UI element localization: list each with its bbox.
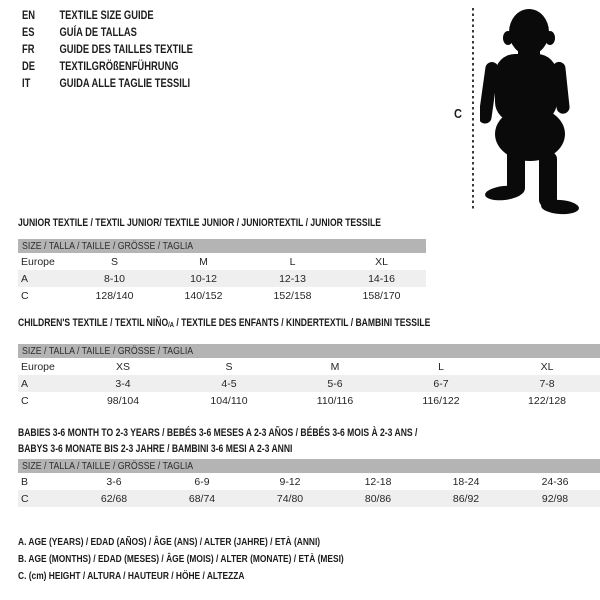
language-code: DE [22, 59, 36, 73]
table-cell: 6-7 [388, 375, 494, 392]
table-cell: 3-6 [106, 475, 122, 488]
table-cell: 24-36 [541, 475, 569, 488]
table-cell: 12-18 [364, 475, 392, 488]
table-cell: C [21, 394, 29, 407]
table-cell: 98/104 [106, 394, 140, 407]
table-cell: 10-12 [159, 270, 248, 287]
table-row [18, 392, 600, 409]
babies-size-table [18, 459, 600, 507]
table-cell: C [18, 490, 70, 507]
language-row [22, 24, 241, 41]
table-cell: XS [115, 360, 130, 373]
note-height-cm: C. (cm) HEIGHT / ALTURA / HAUTEUR / HÖHE / ALTEZZA [18, 570, 245, 582]
table-cell: 86/92 [422, 490, 510, 507]
table-cell: A [18, 270, 70, 287]
language-label: TEXTILGRÖßENFÜHRUNG [59, 59, 179, 73]
size-header-label: SIZE / TALLA / TAILLE / GRÖSSE / TAGLIA [22, 241, 194, 252]
table-cell: 68/74 [158, 490, 246, 507]
table-cell: 104/110 [210, 394, 248, 407]
table-cell: 14-16 [337, 270, 426, 287]
table-row [18, 270, 426, 287]
language-code: EN [22, 8, 36, 22]
size-header-label: SIZE / TALLA / TAILLE / GRÖSSE / TAGLIA [22, 346, 194, 357]
table-cell: 4-5 [176, 375, 282, 392]
children-section-title [18, 317, 430, 329]
table-row [18, 375, 600, 392]
table-cell: 7-8 [494, 375, 600, 392]
table-cell: 3-4 [70, 375, 176, 392]
table-cell: S [225, 360, 233, 373]
table-cell: 128/140 [95, 289, 134, 302]
table-cell: Europe [21, 360, 55, 373]
language-row [22, 7, 241, 24]
table-cell: XL [540, 360, 554, 373]
table-cell: 6-9 [194, 475, 210, 488]
table-cell: 110/116 [316, 394, 354, 407]
language-row [22, 41, 241, 58]
table-row [18, 473, 600, 490]
table-cell: A [18, 375, 70, 392]
table-cell: B [21, 475, 29, 488]
table-cell: 74/80 [246, 490, 334, 507]
table-row [18, 253, 426, 270]
height-measure-dotted-line [472, 8, 474, 210]
table-row [18, 358, 600, 375]
table-cell: 116/122 [422, 394, 460, 407]
language-label: TEXTILE SIZE GUIDE [59, 8, 154, 22]
children-size-table [18, 344, 600, 409]
junior-size-table [18, 239, 426, 304]
table-cell: 80/86 [334, 490, 422, 507]
size-header-label: SIZE / TALLA / TAILLE / GRÖSSE / TAGLIA [22, 461, 194, 472]
table-cell: 18-24 [452, 475, 480, 488]
table-cell: 122/128 [528, 394, 567, 407]
table-cell: 152/158 [273, 289, 312, 302]
table-cell: C [21, 289, 29, 302]
table-cell: 62/68 [70, 490, 158, 507]
children-title-pre: CHILDREN'S TEXTILE / TEXTIL NIÑO [18, 317, 169, 329]
babies-title-line1: BABIES 3-6 MONTH TO 2-3 YEARS / BEBÉS 3-6 MESES A 2-3 AÑOS / BÉBÉS 3-6 MOIS À 2-3 ANS / [18, 427, 418, 439]
height-measure-label: C [454, 106, 462, 121]
table-cell: 8-10 [70, 270, 159, 287]
toddler-silhouette-icon [480, 2, 592, 218]
language-row [22, 75, 241, 92]
legend-notes [18, 534, 425, 585]
language-row [22, 58, 241, 75]
table-cell: L [438, 360, 444, 373]
language-label: GUÍA DE TALLAS [59, 25, 137, 39]
table-cell: M [199, 255, 208, 268]
table-cell: Europe [21, 255, 55, 268]
junior-section-title: JUNIOR TEXTILE / TEXTIL JUNIOR/ TEXTILE JUNIOR / JUNIORTEXTIL / JUNIOR TESSILE [18, 217, 381, 229]
table-row [18, 490, 600, 507]
language-label: GUIDA ALLE TAGLIE TESSILI [59, 76, 191, 90]
language-code: IT [22, 76, 31, 90]
babies-title-line2: BABYS 3-6 MONATE BIS 2-3 JAHRE / BAMBINI 3-6 MESI A 2-3 ANNI [18, 443, 293, 455]
language-code: ES [22, 25, 35, 39]
table-cell: 92/98 [510, 490, 600, 507]
children-title-sub: /A [168, 320, 174, 329]
table-cell: L [289, 255, 296, 268]
language-label: GUIDE DES TAILLES TEXTILE [59, 42, 193, 56]
language-code: FR [22, 42, 35, 56]
table-cell: XL [375, 255, 388, 268]
table-cell: 158/170 [362, 289, 401, 302]
language-title-list [22, 7, 241, 92]
size-header-bar [18, 344, 600, 358]
table-cell: 140/152 [184, 289, 223, 302]
size-header-bar [18, 459, 600, 473]
children-title-post: / TEXTILE DES ENFANTS / KINDERTEXTIL / BAMBINI TESSILE [173, 317, 431, 329]
babies-section-title [18, 425, 417, 457]
note-age-years: A. AGE (YEARS) / EDAD (AÑOS) / ÂGE (ANS) / ALTER (JAHRE) / ETÀ (ANNI) [18, 536, 321, 548]
table-cell: M [330, 360, 340, 373]
size-header-bar [18, 239, 426, 253]
table-cell: 12-13 [248, 270, 337, 287]
table-row [18, 287, 426, 304]
note-age-months: B. AGE (MONTHS) / EDAD (MESES) / ÂGE (MOIS) / ALTER (MONATE) / ETÀ (MESI) [18, 553, 344, 565]
table-cell: S [110, 255, 118, 268]
table-cell: 9-12 [279, 475, 301, 488]
table-cell: 5-6 [282, 375, 388, 392]
